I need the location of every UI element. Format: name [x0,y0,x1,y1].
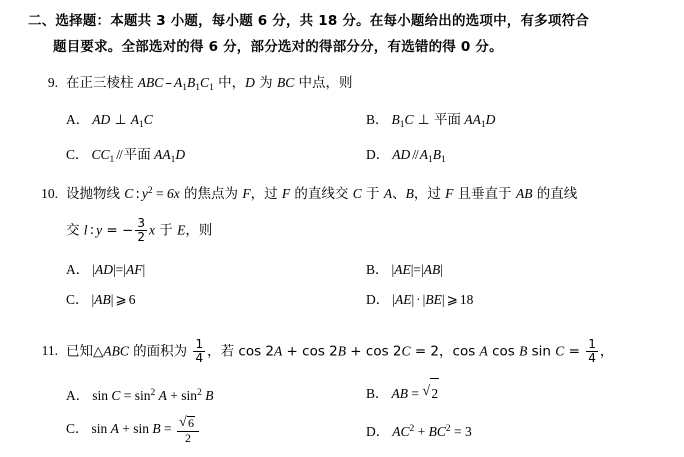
question-9 [28,70,673,175]
q11-stem-mid7: sin [527,343,556,360]
q10-stem-mid7: 且垂直于 [453,186,516,202]
question-11-option-row-2 [66,411,673,450]
option-b-label: B． [366,261,389,277]
section-header-line-2: 题目要求。全部选对的得 6 分，部分选对的得部分分，有选错的得 0 分。 [53,39,503,55]
question-10-stem [28,178,673,207]
option-b-text: AB = √ 2 [392,378,442,409]
option-c-text: $CC_1$ // 平面 $AA_1D$ [91,147,186,165]
question-11-options [66,378,673,450]
option-c-label: C． [66,147,89,162]
q10-stem-mid2: ，过 [250,186,282,202]
q9-dash: – [165,75,173,91]
question-10-options [66,255,673,315]
option-c-label: C． [66,291,89,307]
question-10 [28,178,673,315]
triangle-symbol: △ [93,343,104,360]
q11-stem-mid8: = [564,343,585,360]
q10-stem2-post: ，则 [185,222,213,239]
q11-stem-mid5: = 2， [410,343,453,360]
option-c-label: C． [66,420,89,436]
q11-stem-pre: 已知 [66,343,93,360]
question-9-option-row-1 [66,105,673,140]
question-10-option-a[interactable] [66,255,366,285]
question-11-option-row-1 [66,378,673,411]
q9-stem-mid2: 为 [254,75,277,91]
fraction-sqrt6-over-2: √ $\frac{6}{2}$ [177,416,199,445]
option-a-label: A． [66,387,90,403]
question-11-number: 11. [41,343,58,359]
q9-stem-post: 中点，则 [294,75,353,91]
option-b-label: B． [366,385,389,401]
option-c-text: sin A + sin B = √ $\frac{6}{2}$ [92,411,202,447]
option-d-text: |AE| · |BE| ⩾ 18 [392,291,474,307]
q10-stem2-pre: 交 [66,222,84,239]
option-a-text: AD ⊥ $A_1C$ [92,112,153,130]
option-b-text: |AE|=|AB| [391,261,443,277]
q11-stem-post: ， [599,343,614,360]
q10-stem-mid4: 于 [361,186,384,202]
question-10-option-row-2 [66,285,673,315]
question-9-option-d[interactable] [366,140,673,175]
option-d-text: $AC^2 + BC^2 = 3$ [392,423,472,439]
q11-stem-mid6: cos [487,343,520,360]
question-11-option-c[interactable] [66,411,366,450]
question-9-option-b[interactable] [366,105,673,140]
q9-stem-mid: 中， [213,75,246,91]
option-a-label: A． [66,112,90,127]
question-10-option-b[interactable] [366,255,673,285]
question-10-stem-line2 [28,217,673,245]
question-9-number: 9. [47,75,58,90]
option-b-text: $B_1C$ ⊥ 平面 $AA_1D$ [391,112,496,130]
q10-stem-pre: 设抛物线 [66,186,125,202]
option-a-text: $\sin C = \sin^2 A + \sin^2 B$ [92,387,214,403]
question-9-option-row-2 [66,140,673,175]
question-11-stem [28,338,673,366]
q11-stem-mid4: + cos 2 [346,343,402,360]
section-header [28,8,668,60]
option-a-text: |AD|=|AF| [92,261,146,277]
question-10-number: 10. [41,186,58,201]
q9-prism-abc: ABC [137,75,164,90]
q10-curve-c: C [124,186,134,201]
question-9-stem [28,70,673,101]
q11-stem-mid1: 的面积为 [128,343,192,360]
q9-stem-pre: 在正三棱柱 [66,75,138,91]
question-10-stem-text: 设抛物线 C : $y^2 = 6x$ 的焦点为 F，过 F 的直线交 C 于 A、B，过 F 且垂直于 AB 的直线 [66,186,578,202]
q10-stem-post: 的直线 [532,186,578,202]
option-d-label: D． [366,423,390,439]
option-b-label: B． [366,112,389,127]
option-a-label: A． [66,261,90,277]
question-10-option-row-1 [66,255,673,285]
option-c-text: |AB| ⩾ 6 [91,291,136,307]
question-10-option-c[interactable] [66,285,366,315]
question-11 [28,338,673,450]
question-9-stem-text [66,70,353,101]
question-11-stem-text: 已知△ABC 的面积为 $\frac{1}{4}$ ，若 cos 2A + cos 2B + cos 2C = 2，cos A cos B sin C = $\frac{1}{4}$ ， [66,337,614,366]
option-d-text: AD // $A_1B_1$ [392,147,446,165]
question-11-option-b[interactable] [366,378,673,411]
q10-stem-mid1: 的焦点为 [179,186,243,202]
fraction-one-quarter-2: $\frac{1}{4}$ [588,337,596,366]
option-d-label: D． [366,291,390,307]
question-11-option-d[interactable] [366,411,673,450]
question-9-option-c[interactable] [66,140,366,175]
question-9-options [66,105,673,175]
fraction-one-quarter: $\frac{1}{4}$ [195,337,204,366]
fraction-three-halves: $\frac{3}{2}$ [137,216,145,245]
q10-stem-mid6: ，过 [413,186,446,202]
question-11-option-a[interactable] [66,378,366,411]
q9-point-d: D [245,75,255,90]
q11-stem-mid2: ，若 cos 2 [207,343,275,360]
q11-stem-mid3: + cos 2 [282,343,338,360]
q9-prism-a1b1c1: $A_1B_1C_1$ [174,75,214,93]
question-10-option-d[interactable] [366,285,673,315]
question-9-option-a[interactable] [66,105,366,140]
question-10-stem-text-2: 交 l : y = − $\frac{3}{2}$ x 于 E，则 [66,216,213,245]
q10-equation: $y^2 = 6x$ [141,186,180,201]
q9-seg-bc: BC [276,75,295,90]
q11-triangle-abc: ABC [103,343,129,359]
section-header-line-1: 二、选择题：本题共 3 小题，每小题 6 分，共 18 分。在每小题给出的选项中，有多项符合 [28,13,589,29]
q10-stem-mid5: 、 [392,186,406,202]
q10-stem2-mid: 于 [154,222,178,239]
option-d-label: D． [366,147,390,162]
q10-stem-mid3: 的直线交 [290,186,353,202]
